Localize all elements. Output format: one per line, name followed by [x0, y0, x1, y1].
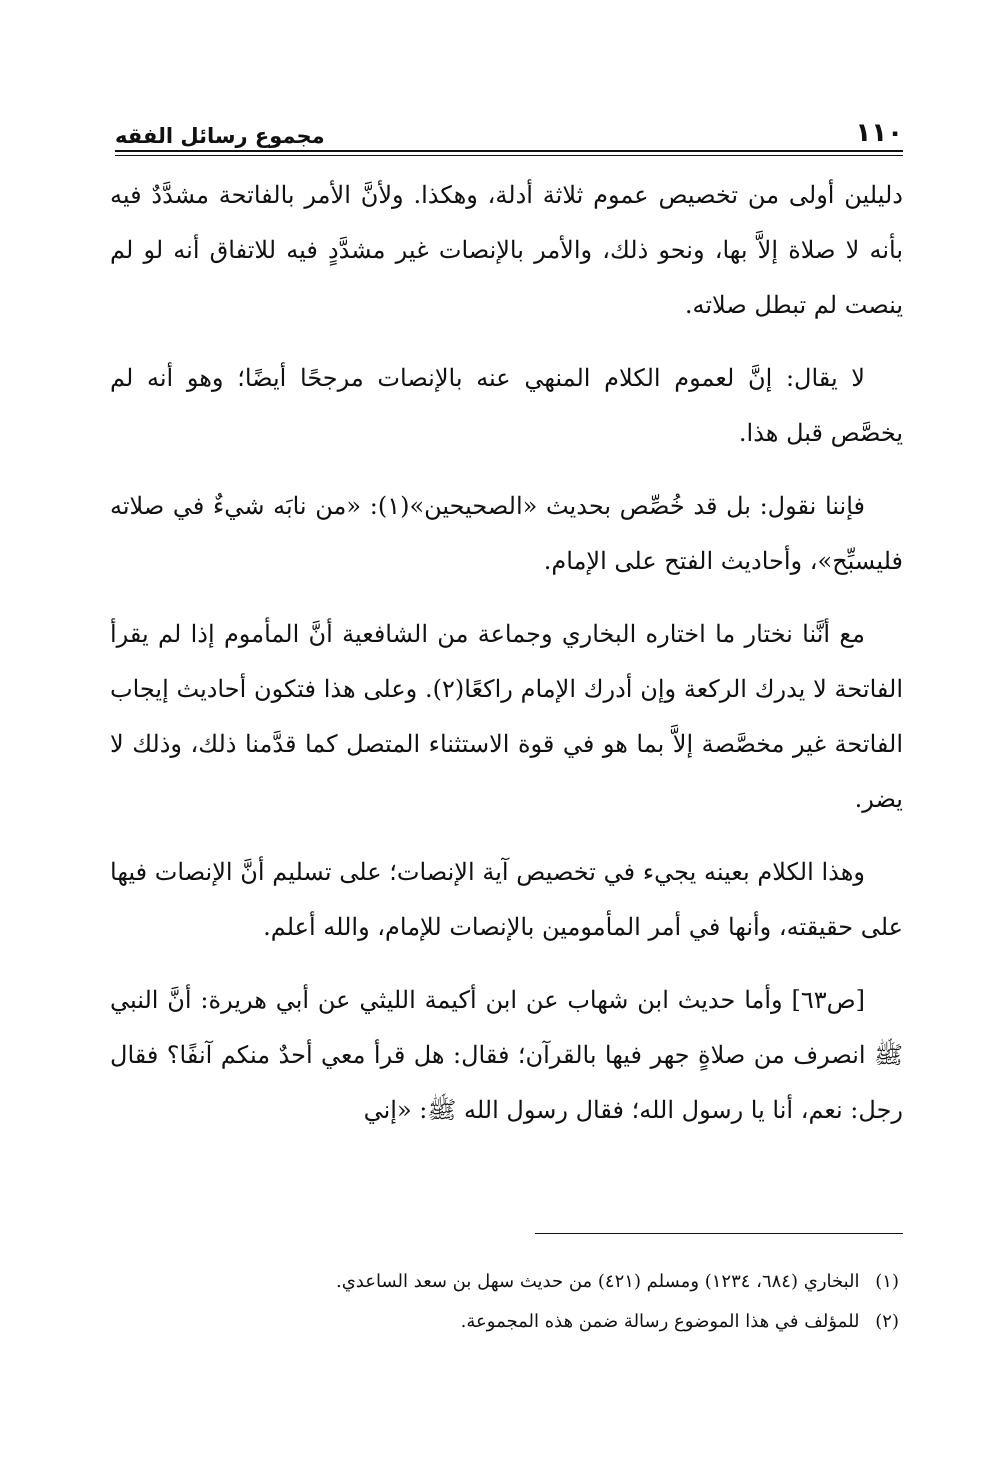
footnote-number: (١) — [875, 1271, 899, 1292]
footnotes — [150, 1262, 903, 1342]
footnote — [150, 1262, 903, 1302]
main-text — [110, 168, 903, 1156]
book-title: مجموع رسائل الفقه — [115, 124, 325, 148]
paragraph: لا يقال: إنَّ لعموم الكلام المنهي عنه بالإنصات مرجحًا أيضًا؛ وهو أنه لم يخصَّص قبل هذا. — [110, 364, 903, 447]
footnote-text: للمؤلف في هذا الموضوع رسالة ضمن هذه المجموعة. — [460, 1311, 860, 1332]
running-header — [115, 112, 903, 148]
paragraph: فإننا نقول: بل قد خُصِّص بحديث «الصحيحين»(١): «من نابَه شيءٌ في صلاته فليسبِّح»، وأحاديث الفتح على الإمام. — [110, 492, 903, 575]
paragraph: دليلين أولى من تخصيص عموم ثلاثة أدلة، وهكذا. ولأنَّ الأمر بالفاتحة مشدَّدٌ فيه بأنه لا صلاة إلاَّ بها، ونحو ذلك، والأمر بالإنصات غير مشدَّدٍ فيه للاتفاق أنه لو لم ينصت لم تبطل صلاته. — [110, 181, 903, 319]
paragraph: [ص٦٣] وأما حديث ابن شهاب عن ابن أكيمة الليثي عن أبي هريرة: أنَّ النبي ﷺ انصرف من صلاةٍ جهر فيها بالقرآن؛ فقال: هل قرأ معي أحدٌ منكم آنفًا؟ فقال رجل: نعم، أنا يا رسول الله؛ فقال رسول الله ﷺ: «إني — [110, 986, 903, 1124]
footnote-number: (٢) — [875, 1311, 899, 1332]
footnote-text: البخاري (٦٨٤، ١٢٣٤) ومسلم (٤٢١) من حديث سهل بن سعد الساعدي. — [336, 1271, 860, 1292]
footnote-separator — [535, 1233, 903, 1234]
page-number: ١١٠ — [855, 118, 903, 148]
header-rule — [115, 150, 903, 156]
footnote — [150, 1302, 903, 1342]
paragraph: مع أنَّنا نختار ما اختاره البخاري وجماعة من الشافعية أنَّ المأموم إذا لم يقرأ الفاتحة لا يدرك الركعة وإن أدرك الإمام راكعًا(٢). وعلى هذا فتكون أحاديث إيجاب الفاتحة غير مخصَّصة إلاَّ بما هو في قوة الاستثناء المتصل كما قدَّمنا ذلك، وذلك لا يضر. — [110, 620, 904, 813]
paragraph: وهذا الكلام بعينه يجيء في تخصيص آية الإنصات؛ على تسليم أنَّ الإنصات فيها على حقيقته، وأنها في أمر المأمومين بالإنصات للإمام، والله أعلم. — [110, 858, 903, 941]
